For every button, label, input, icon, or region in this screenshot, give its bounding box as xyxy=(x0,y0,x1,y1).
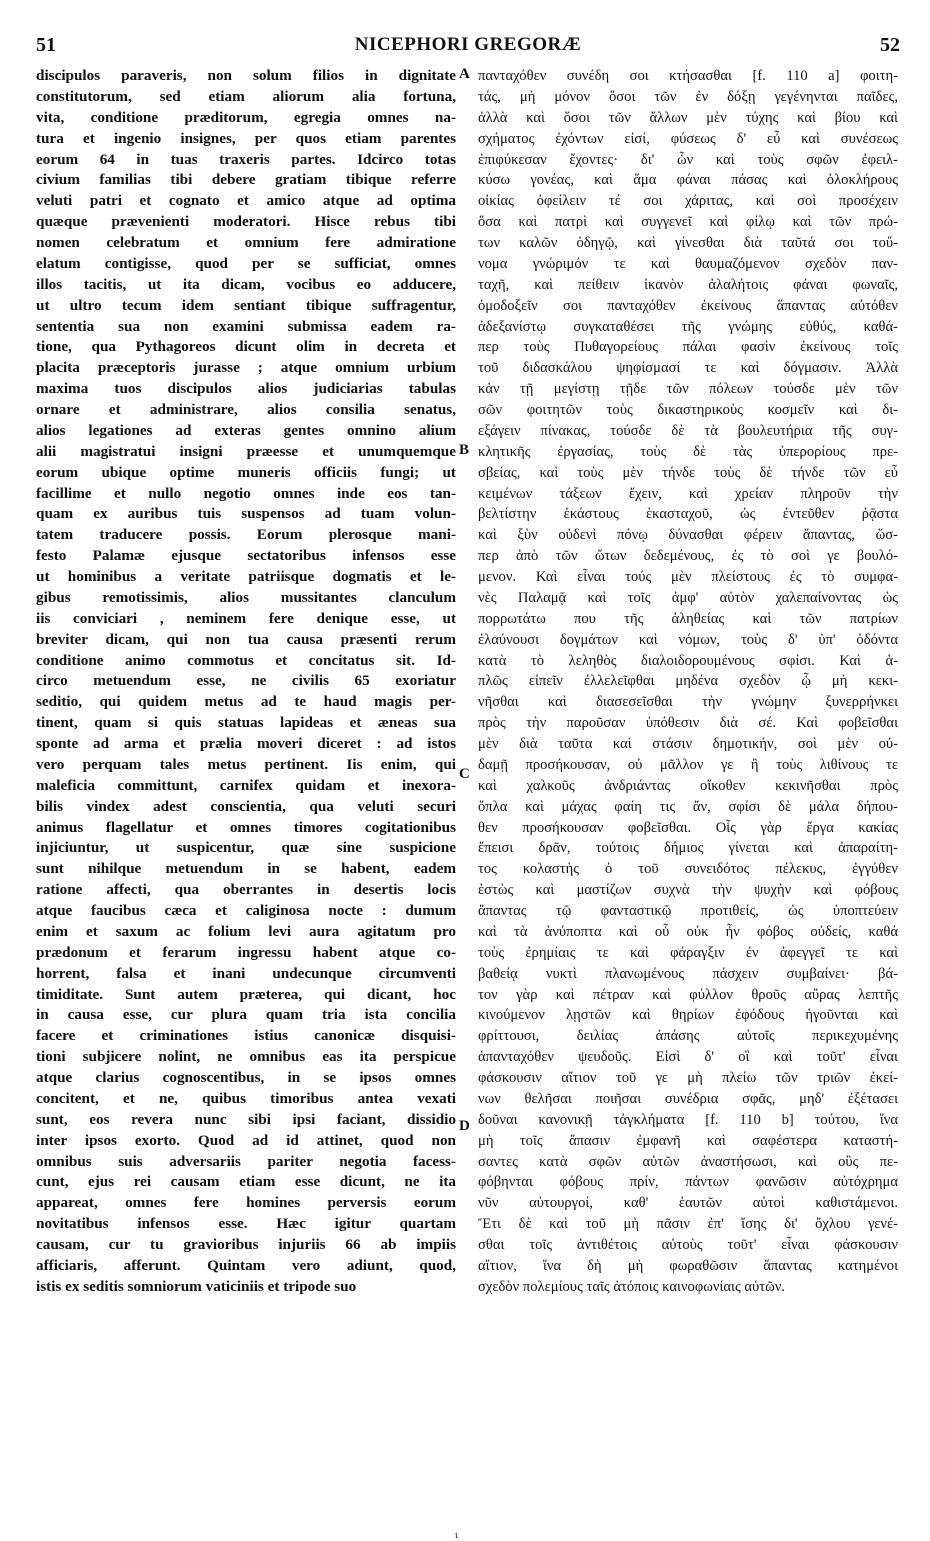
latin-text-line: in causa esse, cur plura quam tria ista concilia xyxy=(36,1006,456,1024)
latin-text-line: tura et ingenio insignes, per quos etiam parentes xyxy=(36,129,456,147)
latin-text-line: istis ex seditis somniorum vaticiniis et tripode suo xyxy=(36,1277,357,1295)
right-page-number: 52 xyxy=(880,34,900,56)
greek-text-line: βαθείᾳ νυκτὶ πλανωμένους πάσχειν συμβαίνει· βά- xyxy=(478,965,898,982)
latin-text-line: sponte ad arma et prælia moveri diceret : ad istos xyxy=(36,735,456,752)
latin-text-line: facere et criminationes istius canonicæ disquisi- xyxy=(36,1027,456,1045)
latin-text-line: tinent, quam si quis statuas lapideas et æneas sua xyxy=(36,714,456,732)
greek-text-line: τος κολαστὴς ὁ τοῦ συνειδότος πέλεκυς, ἐγγύθεν xyxy=(478,861,898,878)
latin-text-line: eorum 64 in tuas traxeris partes. Idcirco totas xyxy=(36,150,456,168)
running-title: NICEPHORI GREGORÆ xyxy=(354,34,582,55)
latin-text-line: sunt nihilque metuendum in se habent, eadem xyxy=(36,860,456,878)
greek-text-line: σθαι τοῖς ἀντιθέτοις αὐτοὺς τοῦτ' εἶναι φάσκουσιν xyxy=(478,1237,898,1253)
greek-text-line: φρίττουσι, δειλίας ἀπάσης αὐτοῖς περικεχυμένης xyxy=(478,1028,898,1045)
latin-text-line: veluti patri et cognato et amico atque ad optima xyxy=(36,192,456,210)
latin-text-line: nomen celebratum et omnium fere admiratione xyxy=(36,234,456,251)
latin-text-line: timiditate. Sunt autem præterea, qui dicant, hoc xyxy=(36,985,456,1003)
latin-text-line: omnibus suis adversariis pariter negotia facess- xyxy=(36,1152,456,1170)
greek-text-line: ἔπεισι δρᾶν, τούτοις δήμιος γίνεται καὶ ἀπαραίτη- xyxy=(478,840,898,857)
latin-text-line: alii magistratui insigni præesse et unumquemque xyxy=(36,442,456,460)
greek-text-line: Ἔτι δὲ καὶ τοῦ μὴ πᾶσιν ἐπ' ἴσης δι' ὄχλου γενέ- xyxy=(478,1216,898,1233)
latin-text-line: concitent, et ne, quibus timoribus antea vexati xyxy=(36,1089,456,1107)
latin-text-line: injiciuntur, ut suspicentur, quæ sine suspicione xyxy=(36,839,456,857)
greek-text-line: φόβηνται φόβους πρίν, πάντων φανῶσιν αὐτόχρημα xyxy=(478,1174,898,1191)
latin-text-line: illos tacitis, ut ita dicam, vocibus eo adducere, xyxy=(36,275,456,293)
greek-text-line: καὶ ξὺν οὐδενὶ πόνῳ δύνασθαι φέρειν ἅπαντας, ὥσ- xyxy=(478,527,898,544)
greek-text-line: ὅπλα καὶ μάχας φαίη τις ἄν, σφίσι δὲ μάλα δήπου- xyxy=(478,798,898,815)
greek-text-line: ἐλαύνουσι δογμάτων καὶ νόμων, τοὺς δ' ὑπ' ὀδόντα xyxy=(478,631,898,648)
latin-text-line: tatem traducere possis. Eorum plerosque mani- xyxy=(36,526,456,544)
latin-text-line: maleficia committunt, carnifex quidam et inexora- xyxy=(36,776,456,794)
greek-text-line: σχεδὸν πολεμίους ταῖς ἀτόποις καινοφωνίαις αὐτῶν. xyxy=(478,1278,785,1295)
latin-text-line: facillime et nullo negotio omnes inde eos tan- xyxy=(36,484,456,502)
latin-text-line: seditio, qui quidem metus ad te haud magis per- xyxy=(36,693,456,711)
latin-text-line: causam, cur tu gravioribus injuriis 66 ab impiis xyxy=(36,1236,456,1253)
latin-text-line: inter ipsos exorto. Quod ad id attinet, quod non xyxy=(36,1131,456,1149)
latin-text-line: maxima tuos discipulos alios judiciarias tabulas xyxy=(36,380,456,398)
greek-text-line: ἁπανταχόθεν ψευδοῦς. Εἰσὶ δ' οἳ καὶ τοῦτ' εἶναι xyxy=(478,1049,898,1066)
latin-text-line: alios legationes ad exteras gentes omnino alium xyxy=(36,421,456,439)
greek-text-line: πλῶς εἰπεῖν ἐλλελεῖφθαι μηδένα σχεδὸν ᾧ μὴ κεκι- xyxy=(478,673,898,690)
greek-text-line: δαμῇ προσήκουσαν, οὐ μᾶλλον γε ἢ τοὺς λιθίνους τε xyxy=(478,756,898,773)
latin-text-line: discipulos paraveris, non solum filios in dignitate xyxy=(36,67,456,84)
greek-text-line: τάς, μὴ μόνον ὅσοι τῶν ἐν δόξῃ γεγένηνται παῖδες, xyxy=(478,88,898,105)
margin-letter-b: B xyxy=(459,442,470,458)
greek-text-line: σχήματος ἐχόντων εἰσί, φύσεως δ' εὖ καὶ συνέσεως xyxy=(478,130,898,147)
latin-text-line: ut ultro tecum idem sentiant tibique suffragentur, xyxy=(36,296,456,314)
greek-text-line: μὴ τοῖς ἅπασιν ἐμφανῆ καὶ σαφέστερα καταστή- xyxy=(478,1132,898,1149)
greek-text-line: μενον. Καὶ εἶναι τούς μὲν πλείστους ἐς τὸ συμφα- xyxy=(478,569,898,585)
greek-text-line: νων θελῆσαι ποιῆσαι συνέδρια σφᾶς, μηδ' ἐξέτασει xyxy=(478,1090,898,1107)
greek-text-line: ἀλλὰ καὶ ὅσοι τῶν ἄλλων μὲν τύχης καὶ βίου καὶ xyxy=(478,109,898,126)
greek-text-line: ἑστὼς καὶ μαστίζων συχνὰ τὴν ψυχὴν καὶ φόβους xyxy=(478,882,898,899)
footer-mark: ι xyxy=(455,1530,458,1541)
greek-text-line: κλητικῆς ἐργασίας, τοὺς δὲ τὰς ὑπερορίους πρε- xyxy=(478,443,898,460)
greek-text-line: ἅπαντας τῷ φανταστικῷ προτιθείς, ὡς ὑποπτεύειν xyxy=(478,903,898,919)
greek-text-line: κατὰ τὸ λεληθὸς διαλοιδορουμένους σφίσι. Καὶ ἁ- xyxy=(478,652,898,669)
greek-text-line: καὶ τὰ ἀνύποπτα καὶ οὗ οὐκ ἦν φόβος οὐδείς, καθά xyxy=(478,923,898,940)
latin-text-line: breviter dicam, qui non tua causa præsenti rerum xyxy=(36,630,456,648)
greek-text-line: εξάγειν πίνακας, τούσδε δὲ τὰ βουλευτήρια τῆς συγ- xyxy=(478,422,898,439)
latin-text-line: constitutorum, sed etiam aliorum alia fortuna, xyxy=(36,87,456,105)
greek-text-line: μὲν διὰ ταῦτα καὶ στάσιν δημοτικήν, σοὶ μὲν οὐ- xyxy=(478,736,898,752)
greek-text-line: των καλῶν ὁδηγῷ, καὶ γίνεσθαι διὰ ταῦτά σοι τοὔ- xyxy=(478,235,898,251)
greek-text-line: κύσω γονέας, καὶ ἅμα φάναι πάσας καὶ ὁλοκλήρους xyxy=(478,172,898,189)
greek-text-line: ἐπιφύκεσαν ἔχοντες· δι' ὧν καὶ τοὺς σφῶν ἐφειλ- xyxy=(478,151,898,168)
latin-text-line: prædonum et ferarum ingressu habent atque co- xyxy=(36,943,456,961)
latin-text-line: quam ex auribus tuis suspensos ad tuam volun- xyxy=(36,505,456,523)
greek-text-line: νὲς Παλαμᾷ καὶ τοῖς ἀμφ' αὐτὸν χαλεπαίνοντας ὡς xyxy=(478,589,898,606)
greek-text-line: νῆσθαι καὶ διασεσεῖσθαι τὴν γνώμην ξυνερρήνκει xyxy=(478,694,898,711)
left-page-number: 51 xyxy=(36,34,56,56)
latin-text-line: festo Palamæ ejusque sectatoribus infensos esse xyxy=(36,547,456,565)
greek-text-line: πορρωτάτω που τῆς ἀληθείας καὶ τῶν πατρίων xyxy=(478,610,898,627)
latin-text-line: ornare et administrare, alios consilia senatus, xyxy=(36,401,456,418)
latin-text-line: atque clarius cognoscentibus, in se ipsos omnes xyxy=(36,1069,456,1086)
greek-text-line: κειμένων τάξεων ἔχειν, καὶ χρείαν πληροῦν τὴν xyxy=(478,485,898,502)
latin-text-line: vero perquam tales metus pertinent. Iis enim, qui xyxy=(36,755,456,773)
latin-text-line: elatum contigisse, quod per se sufficiat, omnes xyxy=(36,254,456,272)
greek-text-line: ὁμοδοξεῖν σοι πανταχόθεν ἐκείνους ἅπαντας αὐτόθεν xyxy=(478,297,898,314)
latin-text-line: afficiaris, afferunt. Quintam vero adiunt, quod, xyxy=(36,1256,456,1274)
latin-text-line: sunt, eos revera nunc sibi ipsi faciant, dissidio xyxy=(36,1110,456,1128)
latin-text-line: sententia sua non examini submissa eadem ra- xyxy=(36,317,456,335)
greek-text-line: τον γὰρ καὶ πέτραν καὶ φύλλον θροῦς αὔρας λεπτῆς xyxy=(478,986,898,1003)
greek-text-line: δοῦναι κανονικῇ τἀγκλήματα [f. 110 b] τούτου, ἵνα xyxy=(478,1111,898,1128)
greek-text-line: ταχῆ, καὶ πείθειν ἱκανὸν ἀλαλήτοις φάναι φωναῖς, xyxy=(478,276,898,293)
greek-text-line: πανταχόθεν συνέδη σοι κτήσασθαι [f. 110 a] φοιτη- xyxy=(478,68,898,84)
greek-text-line: τοῦ διδασκάλου ψηφίσμασί τε καὶ δόγμασιν. Ἀλλὰ xyxy=(478,360,898,377)
greek-text-line: τοὺς ἐρημίαις τε καὶ φάραγξιν ἐν ἀφεγγεῖ τε καὶ xyxy=(478,944,898,961)
greek-text-line: θεν προσήκουσαν φοβεῖσθαι. Οἷς γὰρ ἔργα κακίας xyxy=(478,819,898,836)
latin-text-line: iis conviciari , neminem fere denique esse, ut xyxy=(36,609,456,627)
latin-text-line: eorum ubique optime muneris officiis fungi; ut xyxy=(36,463,456,481)
greek-text-line: περ τοὺς Πυθαγορείους πάλαι φασὶν ἐκείνους τοῖς xyxy=(478,339,898,356)
latin-text-line: conditione animo commotus et concitatus sit. Id- xyxy=(36,651,456,669)
latin-text-line: horrent, falsa et inani undecunque circumventi xyxy=(36,964,456,982)
greek-text-line: φάσκουσιν αἴτιον τοῦ γε μὴ πλείω τῶν τριῶν ἐκεί- xyxy=(478,1070,898,1086)
greek-text-line: αἴτιον, ἵνα δὴ μὴ φωραθῶσιν ἅπαντας κατημένοι xyxy=(478,1257,898,1274)
greek-text-line: βελτίστην ἑκάστους ἑκασταχοῦ, ὡς ἐντεῦθεν ῥᾷστα xyxy=(478,506,898,523)
latin-text-line: gibus remotissimis, alios mussitantes clanculum xyxy=(36,588,456,606)
margin-letter-d: D xyxy=(459,1118,470,1134)
latin-text-line: bilis vindex adest conscientia, qua veluti securi xyxy=(36,797,456,815)
latin-text-line: circo metuendum esse, ne civilis 65 exoriatur xyxy=(36,672,456,690)
latin-text-line: placita præceptoris jurasse ; atque omnium urbium xyxy=(36,359,456,377)
latin-text-line: tione, qua Pythagoreos dicunt olim in decreta et xyxy=(36,338,456,356)
latin-text-line: civium familias tibi debere gratiam tibique referre xyxy=(36,171,456,189)
latin-text-line: quæque prævenienti moderatori. Hisce rebus tibi xyxy=(36,213,456,231)
greek-text-line: ὅσα καὶ πατρὶ καὶ συγγενεῖ καὶ φίλῳ καὶ τῶν πρώ- xyxy=(478,214,898,231)
greek-text-line: οἰκίας ὀφείλειν τέ σοι χάριτας, καὶ σοὶ προσέχειν xyxy=(478,193,898,210)
greek-column xyxy=(478,66,898,1298)
latin-text-line: novitatibus infensos esse. Hæc igitur quartam xyxy=(36,1215,456,1233)
latin-text-line: tioni subjicere nolint, ne omnibus eas ita perspicue xyxy=(36,1048,456,1066)
greek-text-line: σβείας, καὶ τοὺς μὲν τήνδε τοὺς δὲ τήνδε τῶν εὖ xyxy=(478,464,898,481)
latin-text-line: ut hominibus a veritate patriisque dogmatis et le- xyxy=(36,568,456,585)
greek-text-line: καὶ χαλκοῦς ἀνδριάντας οἴκοθεν κεκινῆσθαι πρὸς xyxy=(478,777,898,794)
greek-text-line: κἀν τῇ μεγίστῃ τῇδε τῶν πόλεων τούσδε μὲν τῶν xyxy=(478,381,898,398)
greek-text-line: κινούμενον λῃστῶν καὶ θηρίων ἐφόδους ἡγοῦνται καὶ xyxy=(478,1007,898,1024)
greek-text-line: νῦν αὐτουργοί, καθ' ἑαυτῶν αὐτοὶ καθιστάμενοι. xyxy=(478,1195,898,1212)
latin-text-line: cunt, ejus rei causam etiam esse dicunt, ne ita xyxy=(36,1173,456,1191)
latin-text-line: enim et saxum ac folium levi aura agitatum pro xyxy=(36,922,456,940)
latin-column xyxy=(36,66,456,1298)
greek-text-line: πρὸς τὴν παροῦσαν ὑπόθεσιν διὰ σέ. Καὶ φοβεῖσθαι xyxy=(478,715,898,732)
latin-text-line: ratione affecti, qua oberrantes in desertis locis xyxy=(36,881,456,899)
margin-letter-c: C xyxy=(459,766,470,782)
greek-text-line: σαντες κατὰ σφῶν αὐτῶν ἀναστήσωσι, καὶ οὓς πε- xyxy=(478,1153,898,1170)
latin-text-line: atque faucibus cæca et caliginosa nocte : dumum xyxy=(36,902,456,919)
greek-text-line: περ ἀπὸ τῶν ὤτων δεδεμένους, ἐς τὸ σοὶ γε βουλό- xyxy=(478,548,898,565)
margin-letter-a: A xyxy=(459,66,470,82)
latin-text-line: vita, conditione præditorum, egregia omnes na- xyxy=(36,108,456,126)
running-header xyxy=(36,34,900,56)
latin-text-line: appareat, omnes fere homines perversis eorum xyxy=(36,1194,456,1212)
greek-text-line: νομα γνώριμόν τε καὶ θαυμαζόμενον σχεδὸν παν- xyxy=(478,255,898,272)
latin-text-line: animus flagellatur et omnes timores cogitationibus xyxy=(36,818,456,836)
greek-text-line: ἀδεξανίστῳ συγκαταθέσει τῆς γνώμης εὐθύς, καθά- xyxy=(478,318,898,335)
greek-text-line: σῶν φοιτητῶν τοὺς δικαστηρικοὺς κοσμεῖν καὶ δι- xyxy=(478,402,898,418)
